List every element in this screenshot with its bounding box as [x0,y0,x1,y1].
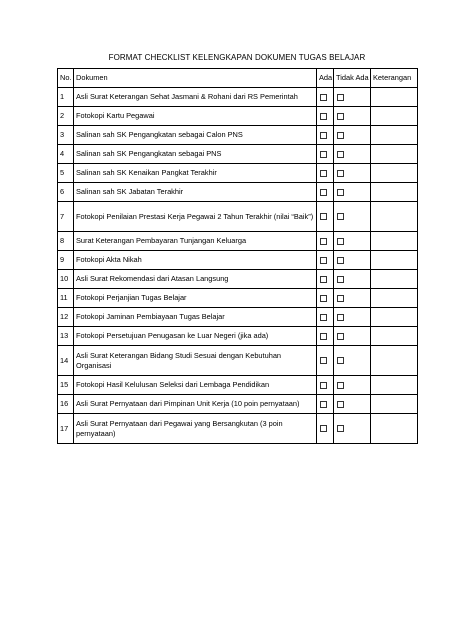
row-document: Fotokopi Kartu Pegawai [74,107,317,126]
keterangan-cell[interactable] [371,414,418,444]
ada-checkbox[interactable] [320,238,327,245]
ada-cell [317,126,334,145]
row-number: 2 [58,107,74,126]
ada-cell [317,145,334,164]
row-document: Fotokopi Perjanjian Tugas Belajar [74,289,317,308]
row-number: 3 [58,126,74,145]
header-tidak-ada: Tidak Ada [334,69,371,88]
row-number: 1 [58,88,74,107]
row-number: 16 [58,395,74,414]
row-number: 14 [58,346,74,376]
table-row [58,395,418,414]
tidak-ada-checkbox[interactable] [337,314,344,321]
checklist-table [57,68,418,444]
ada-checkbox[interactable] [320,94,327,101]
row-document: Fotokopi Akta Nikah [74,251,317,270]
row-document: Salinan sah SK Pengangkatan sebagai Calon PNS [74,126,317,145]
tidak-ada-checkbox[interactable] [337,295,344,302]
row-document: Surat Keterangan Pembayaran Tunjangan Keluarga [74,232,317,251]
keterangan-cell[interactable] [371,183,418,202]
tidak-ada-checkbox[interactable] [337,357,344,364]
row-number: 17 [58,414,74,444]
tidak-ada-cell [334,414,371,444]
ada-cell [317,202,334,232]
header-no: No. [58,69,74,88]
keterangan-cell[interactable] [371,126,418,145]
row-document: Fotokopi Hasil Kelulusan Seleksi dari Lembaga Pendidikan [74,376,317,395]
table-row [58,327,418,346]
ada-checkbox[interactable] [320,295,327,302]
keterangan-cell[interactable] [371,88,418,107]
ada-checkbox[interactable] [320,357,327,364]
row-document: Asli Surat Keterangan Sehat Jasmani & Rohani dari RS Pemerintah [74,88,317,107]
ada-checkbox[interactable] [320,314,327,321]
table-row [58,232,418,251]
ada-checkbox[interactable] [320,276,327,283]
row-document: Asli Surat Pernyataan dari Pimpinan Unit Kerja (10 poin pernyataan) [74,395,317,414]
table-header-row [58,69,418,88]
table-row [58,346,418,376]
keterangan-cell[interactable] [371,395,418,414]
ada-cell [317,395,334,414]
ada-checkbox[interactable] [320,132,327,139]
ada-cell [317,327,334,346]
row-document: Asli Surat Keterangan Bidang Studi Sesuai dengan Kebutuhan Organisasi [74,346,317,376]
tidak-ada-cell [334,202,371,232]
row-number: 15 [58,376,74,395]
tidak-ada-checkbox[interactable] [337,238,344,245]
keterangan-cell[interactable] [371,270,418,289]
ada-cell [317,107,334,126]
keterangan-cell[interactable] [371,327,418,346]
tidak-ada-cell [334,251,371,270]
tidak-ada-checkbox[interactable] [337,132,344,139]
ada-cell [317,232,334,251]
table-row [58,308,418,327]
row-number: 12 [58,308,74,327]
row-number: 6 [58,183,74,202]
tidak-ada-checkbox[interactable] [337,113,344,120]
header-dokumen: Dokumen [74,69,317,88]
tidak-ada-checkbox[interactable] [337,401,344,408]
keterangan-cell[interactable] [371,308,418,327]
ada-cell [317,308,334,327]
row-number: 11 [58,289,74,308]
row-document: Salinan sah SK Kenaikan Pangkat Terakhir [74,164,317,183]
tidak-ada-checkbox[interactable] [337,425,344,432]
ada-checkbox[interactable] [320,213,327,220]
row-number: 9 [58,251,74,270]
table-row [58,251,418,270]
keterangan-cell[interactable] [371,145,418,164]
row-number: 10 [58,270,74,289]
table-row [58,202,418,232]
ada-cell [317,183,334,202]
table-row [58,376,418,395]
ada-checkbox[interactable] [320,382,327,389]
tidak-ada-cell [334,308,371,327]
row-document: Fotokopi Persetujuan Penugasan ke Luar Negeri (jika ada) [74,327,317,346]
tidak-ada-cell [334,270,371,289]
row-document: Fotokopi Jaminan Pembiayaan Tugas Belajar [74,308,317,327]
ada-checkbox[interactable] [320,189,327,196]
ada-cell [317,414,334,444]
table-row [58,88,418,107]
table-row [58,107,418,126]
keterangan-cell[interactable] [371,251,418,270]
row-document: Salinan sah SK Pengangkatan sebagai PNS [74,145,317,164]
tidak-ada-checkbox[interactable] [337,151,344,158]
tidak-ada-checkbox[interactable] [337,94,344,101]
tidak-ada-cell [334,346,371,376]
row-document: Fotokopi Penilaian Prestasi Kerja Pegawai 2 Tahun Terakhir (nilai “Baik”) [74,202,317,232]
keterangan-cell[interactable] [371,232,418,251]
tidak-ada-checkbox[interactable] [337,276,344,283]
keterangan-cell[interactable] [371,376,418,395]
header-ada: Ada [317,69,334,88]
document-title: FORMAT CHECKLIST KELENGKAPAN DOKUMEN TUGAS BELAJAR [108,53,366,62]
row-number: 7 [58,202,74,232]
tidak-ada-checkbox[interactable] [337,257,344,264]
table-row [58,289,418,308]
ada-cell [317,251,334,270]
ada-checkbox[interactable] [320,333,327,340]
row-number: 13 [58,327,74,346]
ada-checkbox[interactable] [320,151,327,158]
ada-cell [317,88,334,107]
header-keterangan: Keterangan [371,69,418,88]
table-row [58,126,418,145]
table-row [58,270,418,289]
tidak-ada-checkbox[interactable] [337,189,344,196]
keterangan-cell[interactable] [371,202,418,232]
table-row [58,145,418,164]
tidak-ada-cell [334,145,371,164]
ada-checkbox[interactable] [320,113,327,120]
tidak-ada-cell [334,327,371,346]
row-document: Asli Surat Pernyataan dari Pegawai yang Bersangkutan (3 poin pernyataan) [74,414,317,444]
ada-checkbox[interactable] [320,425,327,432]
tidak-ada-checkbox[interactable] [337,170,344,177]
row-number: 5 [58,164,74,183]
row-document: Salinan sah SK Jabatan Terakhir [74,183,317,202]
row-number: 4 [58,145,74,164]
tidak-ada-cell [334,376,371,395]
ada-checkbox[interactable] [320,401,327,408]
tidak-ada-cell [334,88,371,107]
ada-cell [317,346,334,376]
tidak-ada-cell [334,107,371,126]
table-row [58,414,418,444]
tidak-ada-checkbox[interactable] [337,213,344,220]
keterangan-cell[interactable] [371,107,418,126]
tidak-ada-checkbox[interactable] [337,333,344,340]
tidak-ada-checkbox[interactable] [337,382,344,389]
ada-checkbox[interactable] [320,257,327,264]
tidak-ada-cell [334,395,371,414]
keterangan-cell[interactable] [371,164,418,183]
ada-cell [317,289,334,308]
keterangan-cell[interactable] [371,289,418,308]
ada-cell [317,164,334,183]
tidak-ada-cell [334,183,371,202]
tidak-ada-cell [334,232,371,251]
tidak-ada-cell [334,289,371,308]
keterangan-cell[interactable] [371,346,418,376]
tidak-ada-cell [334,164,371,183]
row-document: Asli Surat Rekomendasi dari Atasan Langsung [74,270,317,289]
ada-cell [317,376,334,395]
row-number: 8 [58,232,74,251]
ada-checkbox[interactable] [320,170,327,177]
table-row [58,164,418,183]
ada-cell [317,270,334,289]
tidak-ada-cell [334,126,371,145]
table-row [58,183,418,202]
